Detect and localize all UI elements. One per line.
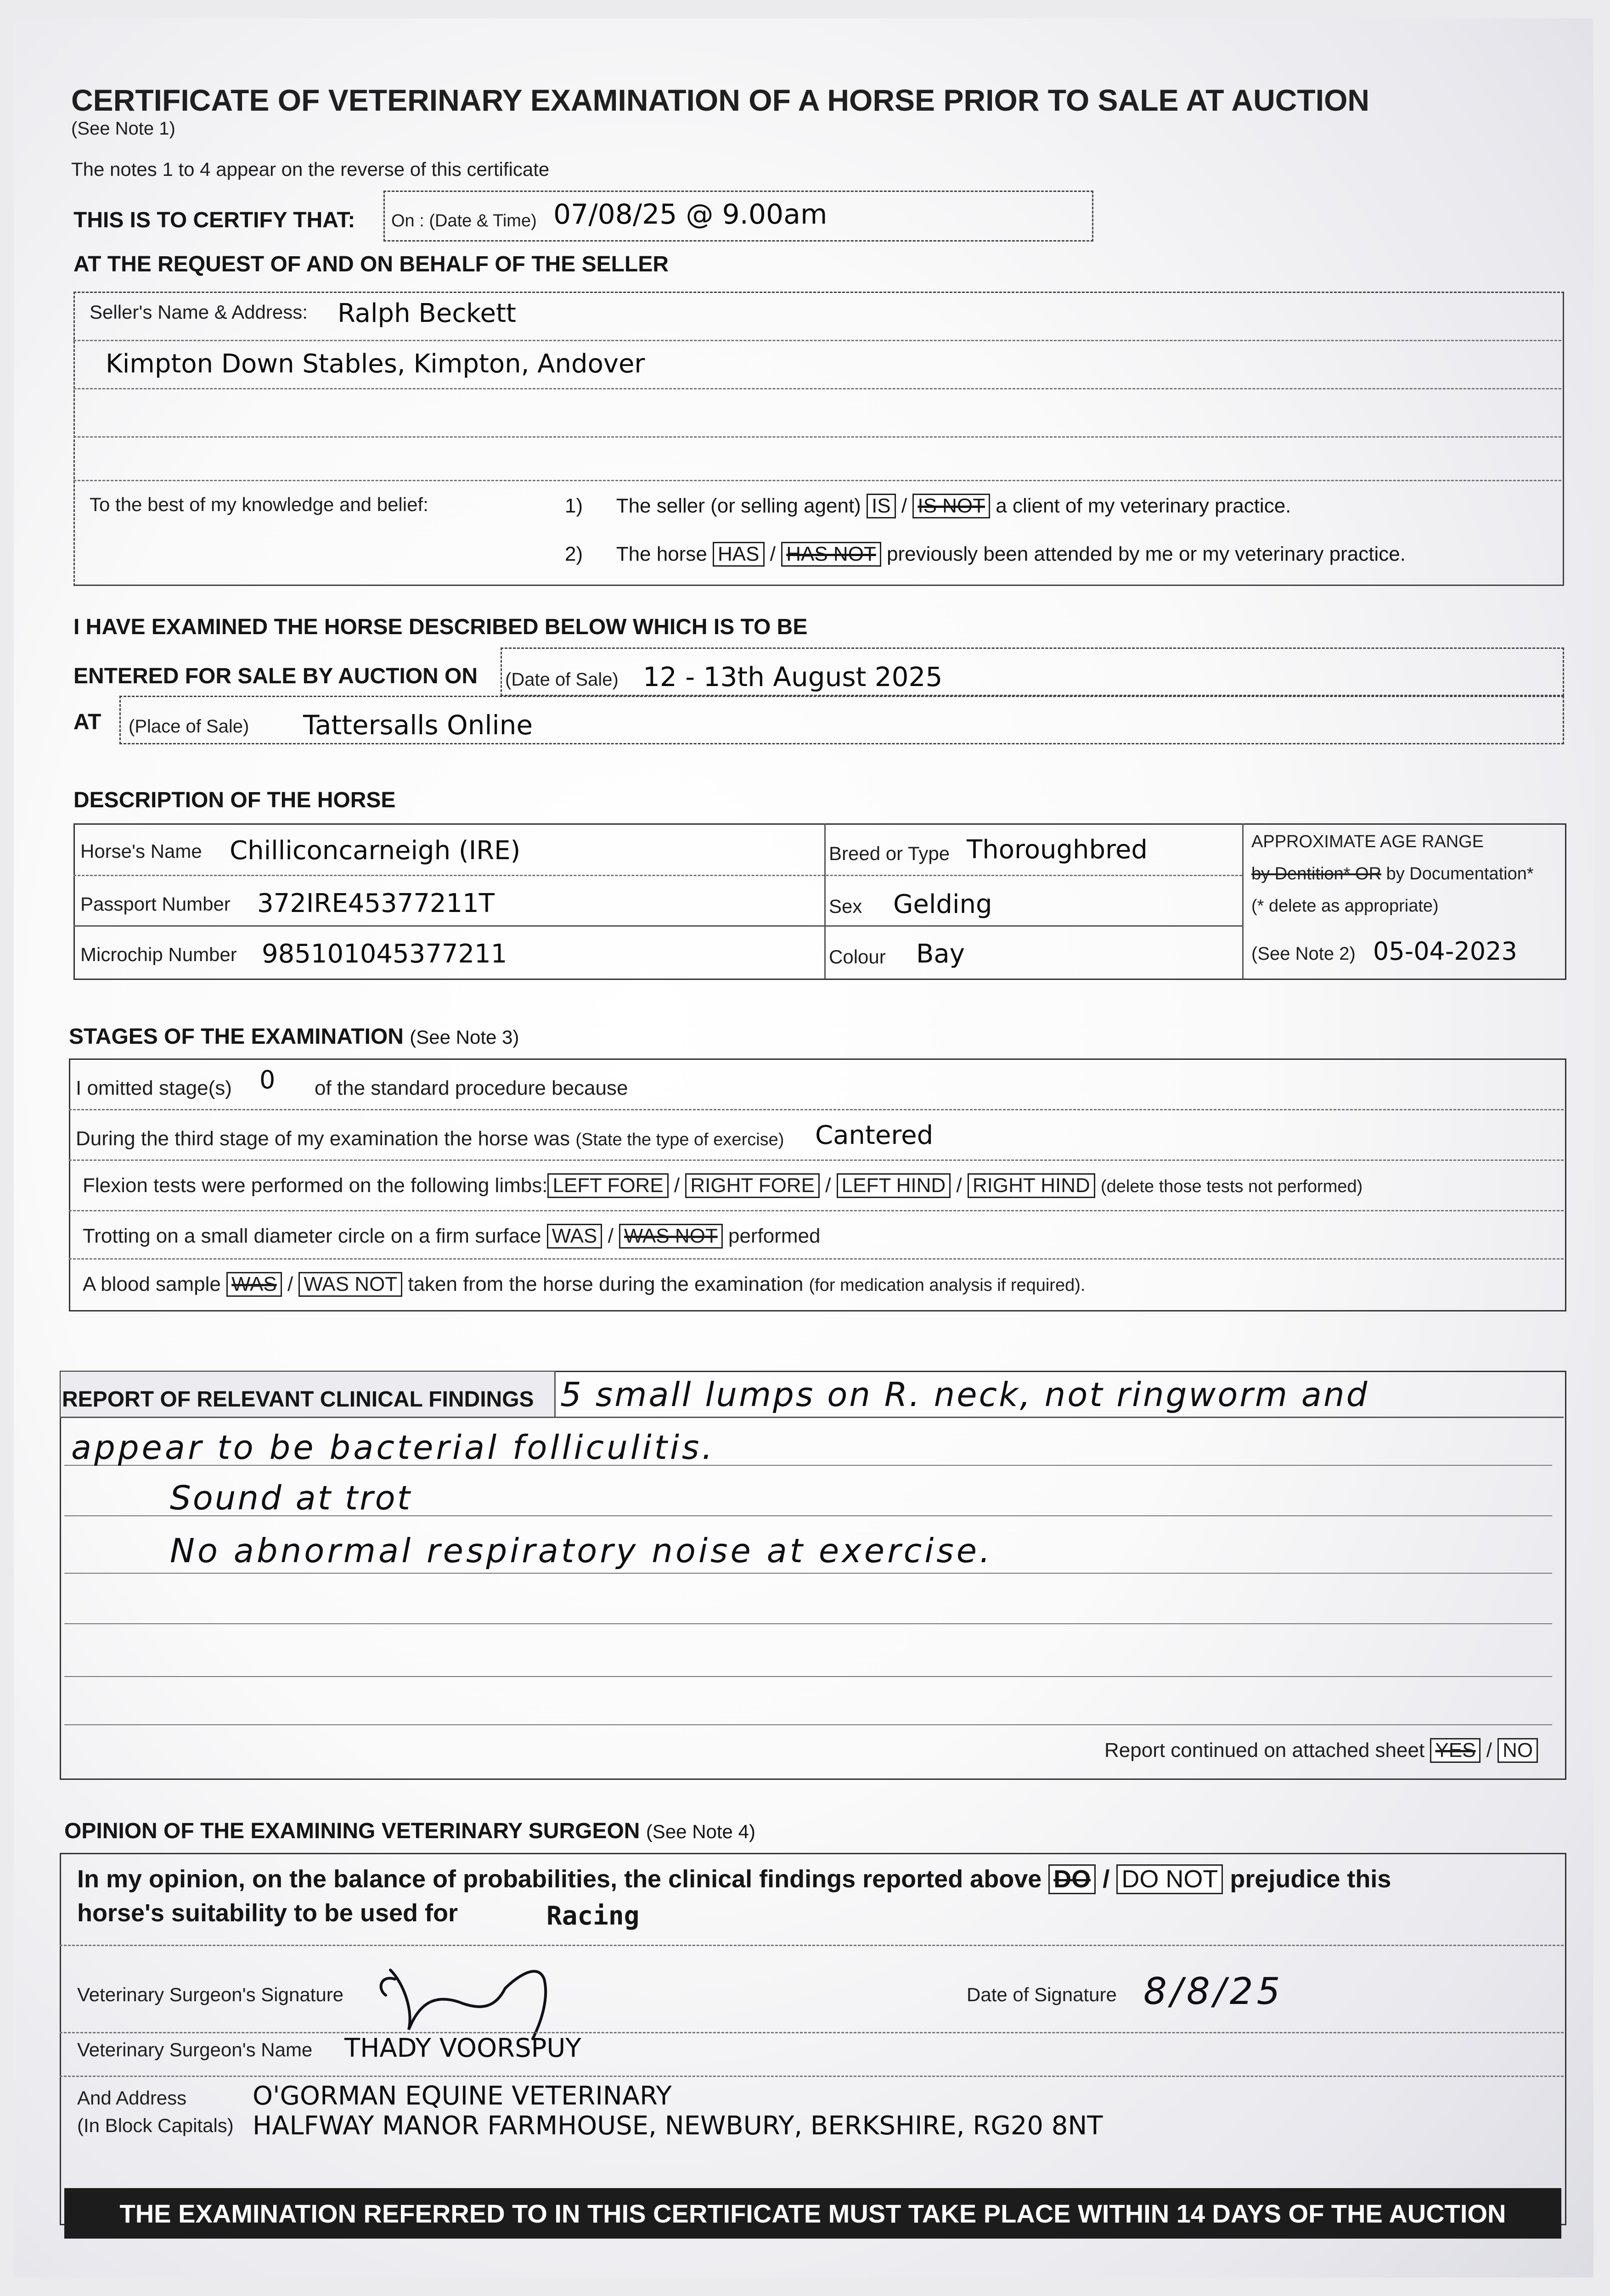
surgeon-signature [367, 1952, 569, 2043]
age-dentition-struck: by Dentition* OR [1251, 864, 1382, 884]
is-not-option[interactable]: IS NOT [912, 494, 990, 518]
has-not-option[interactable]: HAS NOT [781, 542, 881, 567]
sale-place-value[interactable]: Tattersalls Online [303, 709, 533, 741]
footer-banner [64, 2188, 1561, 2239]
address-line-1[interactable]: O'GORMAN EQUINE VETERINARY [253, 2081, 672, 2111]
has-option[interactable]: HAS [713, 542, 764, 567]
title-note: (See Note 1) [71, 118, 175, 139]
age-delete-note: (* delete as appropriate) [1251, 896, 1439, 916]
blood-row: A blood sample WAS / WAS NOT taken from the horse during the examination (for medication analysis if required). [83, 1272, 1085, 1297]
sale-date-value[interactable]: 12 - 13th August 2025 [643, 661, 943, 692]
address-line-2[interactable]: HALFWAY MANOR FARMHOUSE, NEWBURY, BERKSHIRE, RG20 8NT [253, 2111, 1103, 2141]
microchip-label: Microchip Number [80, 944, 237, 965]
flexion-row: Flexion tests were performed on the following limbs: LEFT FORE / RIGHT FORE / LEFT HIND / RIGHT HIND (delete those tests not performed) [83, 1173, 1362, 1198]
left-fore-option[interactable]: LEFT FORE [547, 1173, 668, 1198]
address-label-1: And Address [77, 2087, 187, 2109]
report-heading: REPORT OF RELEVANT CLINICAL FINDINGS [62, 1387, 534, 1412]
certify-label: THIS IS TO CERTIFY THAT: [73, 208, 355, 232]
age-value[interactable]: 05-04-2023 [1373, 937, 1517, 966]
continued-row: Report continued on attached sheet YES / NO [1104, 1738, 1538, 1763]
seller-name-value[interactable]: Ralph Beckett [338, 298, 516, 328]
address-label-2: (In Block Capitals) [77, 2115, 234, 2136]
entered-label: ENTERED FOR SALE BY AUCTION ON [73, 664, 478, 688]
finding-line-4[interactable]: No abnormal respiratory noise at exercise. [170, 1531, 993, 1570]
opinion-line-1: In my opinion, on the balance of probabilities, the clinical findings reported above DO / DO NOT prejudice this [77, 1864, 1391, 1894]
examined-label: I HAVE EXAMINED THE HORSE DESCRIBED BELOW WHICH IS TO BE [73, 615, 808, 639]
exam-date-value[interactable]: 07/08/25 @ 9.00am [553, 198, 828, 231]
opinion-line-2: horse's suitability to be used for [77, 1899, 458, 1927]
colour-value[interactable]: Bay [916, 939, 965, 969]
seller-name-label: Seller's Name & Address: [90, 301, 308, 323]
right-fore-option[interactable]: RIGHT FORE [685, 1173, 820, 1198]
date-of-signature-label: Date of Signature [967, 1984, 1117, 2005]
continued-yes-option[interactable]: YES [1430, 1738, 1481, 1763]
right-hind-option[interactable]: RIGHT HIND [968, 1173, 1095, 1198]
passport-value[interactable]: 372IRE45377211T [257, 889, 495, 918]
breed-value[interactable]: Thoroughbred [967, 835, 1148, 865]
opinion-heading-row: OPINION OF THE EXAMINING VETERINARY SURGEON (See Note 4) [64, 1819, 755, 1843]
colour-label: Colour [829, 946, 886, 968]
blood-was-not-option[interactable]: WAS NOT [298, 1272, 402, 1297]
is-option[interactable]: IS [867, 494, 896, 518]
microchip-value[interactable]: 985101045377211 [262, 939, 507, 969]
knowledge-label: To the best of my knowledge and belief: [90, 494, 428, 515]
trot-row: Trotting on a small diameter circle on a firm surface WAS / WAS NOT performed [83, 1224, 821, 1249]
blood-was-option[interactable]: WAS [226, 1272, 282, 1297]
date-of-signature-value[interactable]: 8/8/25 [1143, 1970, 1284, 2013]
signature-label: Veterinary Surgeon's Signature [77, 1984, 344, 2005]
stages-heading: STAGES OF THE EXAMINATION (See Note 3) [69, 1024, 519, 1049]
intended-use-value[interactable]: Racing [546, 1901, 640, 1931]
omitted-value[interactable]: 0 [259, 1065, 276, 1094]
trot-was-not-option[interactable]: WAS NOT [619, 1224, 723, 1249]
passport-label: Passport Number [80, 893, 231, 915]
at-label: AT [73, 710, 101, 734]
notes-line: The notes 1 to 4 appear on the reverse of this certificate [71, 158, 550, 180]
statement-1: 1) The seller (or selling agent) IS / IS NOT a client of my veterinary practice. [565, 494, 1291, 518]
age-heading: APPROXIMATE AGE RANGE [1251, 832, 1484, 851]
request-label: AT THE REQUEST OF AND ON BEHALF OF THE SELLER [73, 252, 669, 276]
seller-address-value[interactable]: Kimpton Down Stables, Kimpton, Andover [106, 349, 645, 379]
on-date-label: On : (Date & Time) [391, 211, 537, 231]
statement-2: 2) The horse HAS / HAS NOT previously been attended by me or my veterinary practice. [565, 542, 1406, 567]
omitted-post: of the standard procedure because [315, 1077, 628, 1099]
description-heading: DESCRIPTION OF THE HORSE [73, 788, 396, 812]
breed-label: Breed or Type [829, 843, 950, 864]
finding-line-2[interactable]: appear to be bacterial folliculitis. [71, 1428, 715, 1467]
opinion-do-option[interactable]: DO [1048, 1864, 1096, 1894]
place-of-sale-label: (Place of Sale) [129, 716, 249, 737]
date-of-sale-label: (Date of Sale) [505, 670, 619, 690]
third-stage-row: During the third stage of my examination the horse was (State the type of exercise) [76, 1127, 784, 1150]
sex-label: Sex [829, 895, 862, 917]
horse-name-label: Horse's Name [80, 840, 202, 862]
horse-name-value[interactable]: Chilliconcarneigh (IRE) [230, 836, 521, 866]
surgeon-name-value[interactable]: THADY VOORSPUY [344, 2033, 581, 2063]
certificate-title: CERTIFICATE OF VETERINARY EXAMINATION OF A HORSE PRIOR TO SALE AT AUCTION [71, 83, 1370, 117]
sex-value[interactable]: Gelding [893, 889, 992, 919]
third-stage-value[interactable]: Cantered [815, 1120, 934, 1150]
opinion-do-not-option[interactable]: DO NOT [1116, 1864, 1223, 1894]
trot-was-option[interactable]: WAS [547, 1224, 602, 1249]
age-method: by Dentition* OR by Documentation* [1251, 864, 1534, 884]
continued-no-option[interactable]: NO [1497, 1738, 1538, 1763]
finding-line-3[interactable]: Sound at trot [170, 1479, 412, 1517]
finding-line-1[interactable]: 5 small lumps on R. neck, not ringworm and [560, 1375, 1369, 1414]
footer-text: THE EXAMINATION REFERRED TO IN THIS CERTIFICATE MUST TAKE PLACE WITHIN 14 DAYS OF THE AUCTION [119, 2199, 1506, 2228]
left-hind-option[interactable]: LEFT HIND [837, 1173, 951, 1198]
surgeon-name-label: Veterinary Surgeon's Name [77, 2039, 313, 2060]
age-note-label: (See Note 2) [1251, 944, 1356, 964]
omitted-row: I omitted stage(s) [76, 1077, 232, 1099]
